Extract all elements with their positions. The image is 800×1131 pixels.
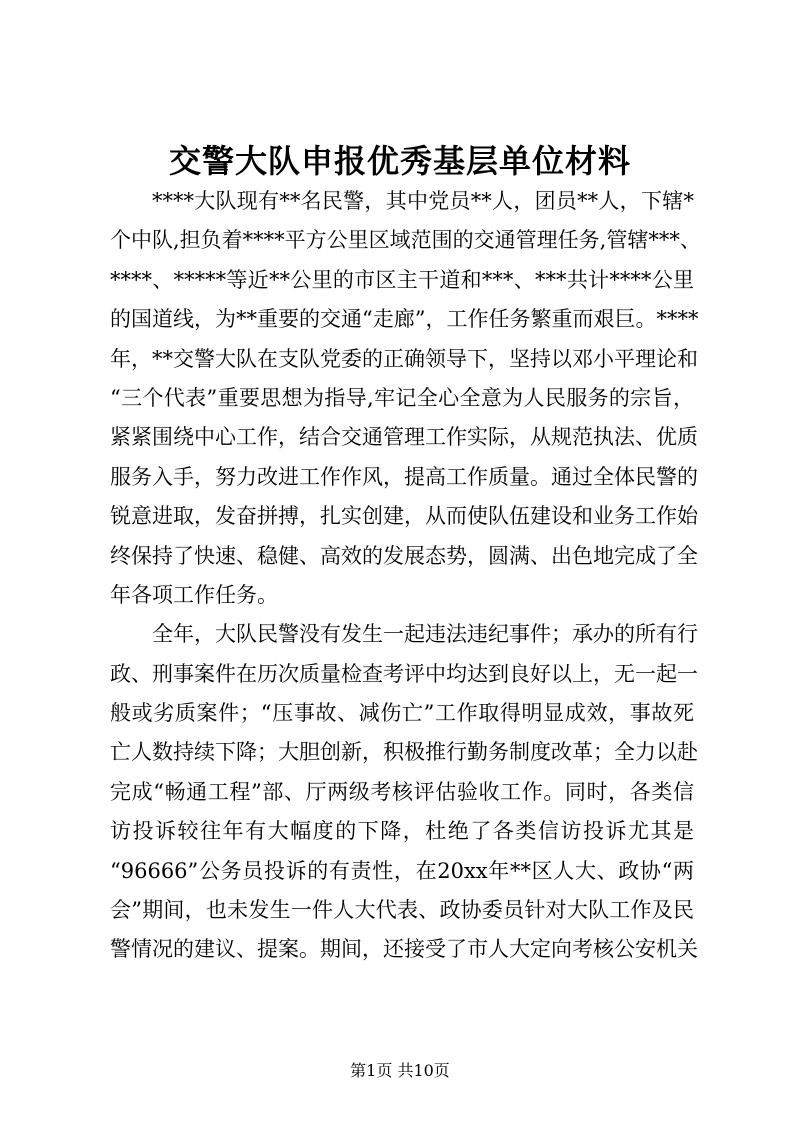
paragraph-2-line-5: 完成“畅通工程”部、厅两级考核评估验收工作。同时，各类信 xyxy=(110,779,694,804)
paragraph-1-line-3: ****、*****等近**公里的市区主干道和***、***共计****公里 xyxy=(110,267,694,292)
paragraph-1-line-9: 锐意进取，发奋拼搏，扎实创建，从而使队伍建设和业务工作始 xyxy=(110,504,698,529)
paragraph-1-line-10: 终保持了快速、稳健、高效的发展态势，圆满、出色地完成了全 xyxy=(110,543,698,568)
paragraph-1-line-1: ****大队现有**名民警，其中党员**人，团员**人，下辖* xyxy=(152,189,694,213)
paragraph-2-line-8: 会”期间，也未发生一件人大代表、政协委员针对大队工作及民 xyxy=(110,898,694,923)
paragraph-2-line-6: 访投诉较往年有大幅度的下降，杜绝了各类信访投诉尤其是 xyxy=(110,819,694,844)
paragraph-2-line-7: “96666”公务员投诉的有责性，在20xx年**区人大、政协“两 xyxy=(110,858,694,883)
paragraph-2-line-1: 全年，大队民警没有发生一起违法违纪事件；承办的所有行 xyxy=(152,622,698,647)
page-number-footer: 第1页 共10页 xyxy=(350,1061,450,1080)
paragraph-1-line-8: 服务入手，努力改进工作作风，提高工作质量。通过全体民警的 xyxy=(110,464,698,489)
document-title: 交警大队申报优秀基层单位材料 xyxy=(168,142,631,180)
paragraph-1-line-5: 年，**交警大队在支队党委的正确领导下，坚持以邓小平理论和 xyxy=(110,346,698,371)
paragraph-2-line-9: 警情况的建议、提案。期间，还接受了市人大定向考核公安机关 xyxy=(110,937,698,962)
paragraph-1-line-2: 个中队,担负着****平方公里区域范围的交通管理任务,管辖***、 xyxy=(110,228,701,253)
paragraph-1-line-6: “三个代表”重要思想为指导,牢记全心全意为人民服务的宗旨， xyxy=(110,385,694,410)
paragraph-1-line-11: 年各项工作任务。 xyxy=(110,582,278,607)
paragraph-1-line-7: 紧紧围绕中心工作，结合交通管理工作实际，从规范执法、优质 xyxy=(110,425,698,450)
paragraph-2-line-4: 亡人数持续下降；大胆创新，积极推行勤务制度改革；全力以赴 xyxy=(110,740,698,765)
paragraph-2-line-2: 政、刑事案件在历次质量检查考评中均达到良好以上，无一起一 xyxy=(110,661,698,686)
paragraph-1-line-4: 的国道线，为**重要的交通“走廊”，工作任务繁重而艰巨。**** xyxy=(110,307,699,332)
paragraph-2-line-3: 般或劣质案件；“压事故、减伤亡”工作取得明显成效，事故死 xyxy=(110,701,694,726)
document-body xyxy=(110,182,701,970)
